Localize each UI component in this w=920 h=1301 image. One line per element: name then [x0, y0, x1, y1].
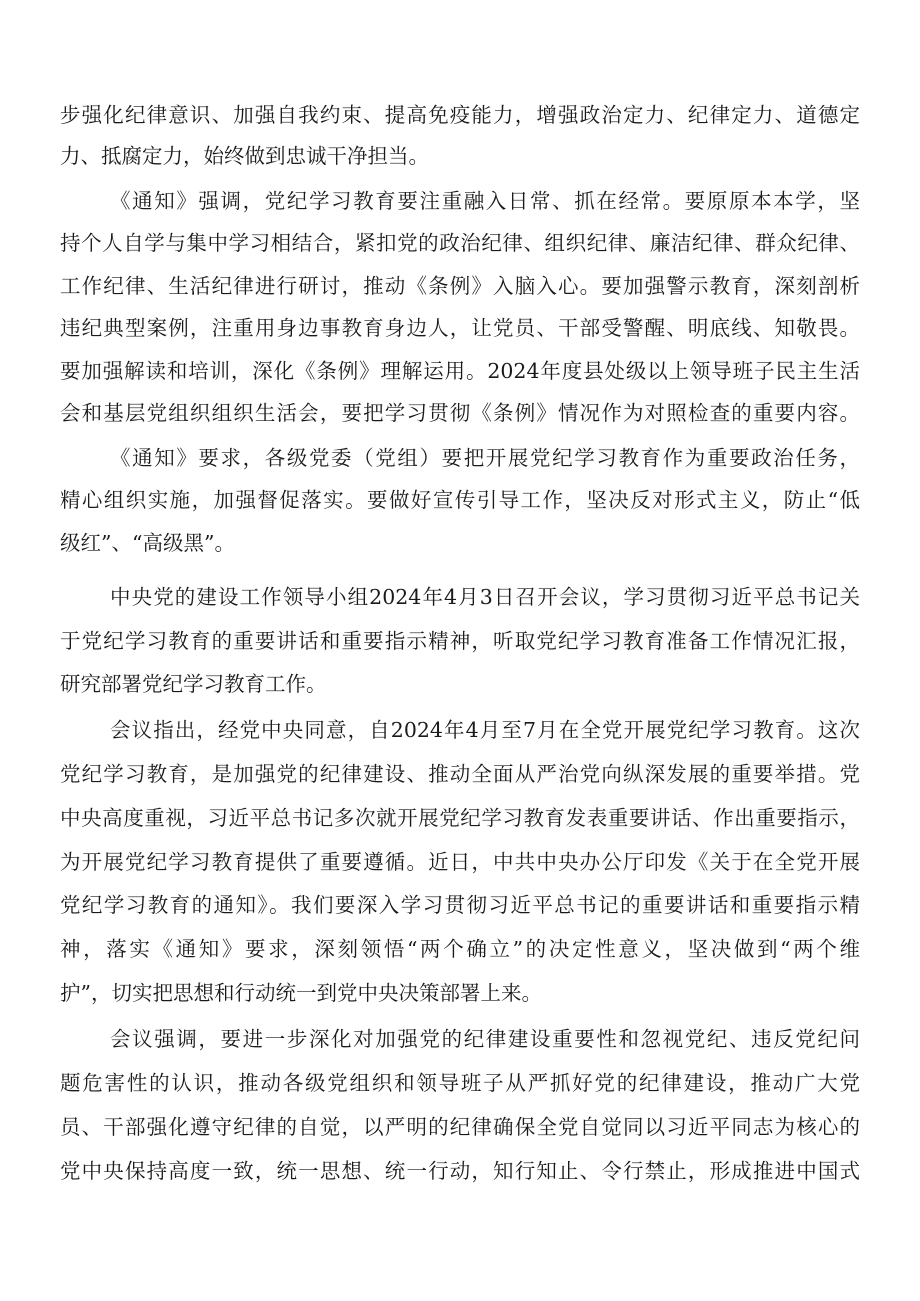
text-line: 护”，切实把思想和行动统一到党中央决策部署上来。 [60, 981, 542, 1005]
text-line: 持个人自学与集中学习相结合，紧扣党的政治纪律、组织纪律、廉洁纪律、群众纪律、 [60, 231, 860, 255]
text-line: 《通知》强调，党纪学习教育要注重融入日常、抓在经常。要原原本本学，坚 [110, 189, 860, 213]
text-line: 工作纪律、生活纪律进行研讨，推动《条例》入脑入心。要加强警示教育，深刻剖析 [60, 274, 860, 298]
text-line: 研究部署党纪学习教育工作。 [60, 672, 327, 696]
text-line: 力、抵腐定力，始终做到忠诚干净担当。 [60, 144, 429, 168]
text-line: 中央党的建设工作领导小组2024年4月3日召开会议，学习贯彻习近平总书记关 [110, 585, 860, 609]
text-line: 为开展党纪学习教育提供了重要遵循。近日，中共中央办公厅印发《关于在全党开展 [60, 850, 860, 874]
text-line: 中央高度重视，习近平总书记多次就开展党纪学习教育发表重要讲话、作出重要指示， [60, 806, 860, 830]
text-line: 精心组织实施，加强督促落实。要做好宣传引导工作，坚决反对形式主义，防止“低 [60, 488, 860, 512]
text-line: 党中央保持高度一致，统一思想、统一行动，知行知止、令行禁止，形成推进中国式 [60, 1159, 860, 1183]
text-line: 级红”、“高级黑”。 [60, 531, 235, 555]
text-line: 要加强解读和培训，深化《条例》理解运用。2024年度县处级以上领导班子民主生活 [60, 359, 860, 383]
text-line: 《通知》要求，各级党委（党组）要把开展党纪学习教育作为重要政治任务， [110, 446, 860, 470]
text-line: 党纪学习教育的通知》。我们要深入学习贯彻习近平总书记的重要讲话和重要指示精 [60, 893, 860, 917]
text-line: 步强化纪律意识、加强自我约束、提高免疫能力，增强政治定力、纪律定力、道德定 [60, 103, 860, 127]
text-line: 党纪学习教育，是加强党的纪律建设、推动全面从严治党向纵深发展的重要举措。党 [60, 762, 860, 786]
text-line: 违纪典型案例，注重用身边事教育身边人，让党员、干部受警醒、明底线、知敬畏。 [60, 316, 860, 340]
text-line: 神，落实《通知》要求，深刻领悟“两个确立”的决定性意义，坚决做到“两个维 [60, 937, 860, 961]
text-line: 员、干部强化遵守纪律的自觉，以严明的纪律确保全党自觉同以习近平同志为核心的 [60, 1115, 860, 1139]
text-line: 会议指出，经党中央同意，自2024年4月至7月在全党开展党纪学习教育。这次 [110, 718, 860, 742]
text-line: 会和基层党组织组织生活会，要把学习贯彻《条例》情况作为对照检查的重要内容。 [60, 401, 860, 425]
text-line: 于党纪学习教育的重要讲话和重要指示精神，听取党纪学习教育准备工作情况汇报， [60, 629, 860, 653]
text-line: 会议强调，要进一步深化对加强党的纪律建设重要性和忽视党纪、违反党纪问 [110, 1027, 860, 1051]
text-line: 题危害性的认识，推动各级党组织和领导班子从严抓好党的纪律建设，推动广大党 [60, 1071, 860, 1095]
